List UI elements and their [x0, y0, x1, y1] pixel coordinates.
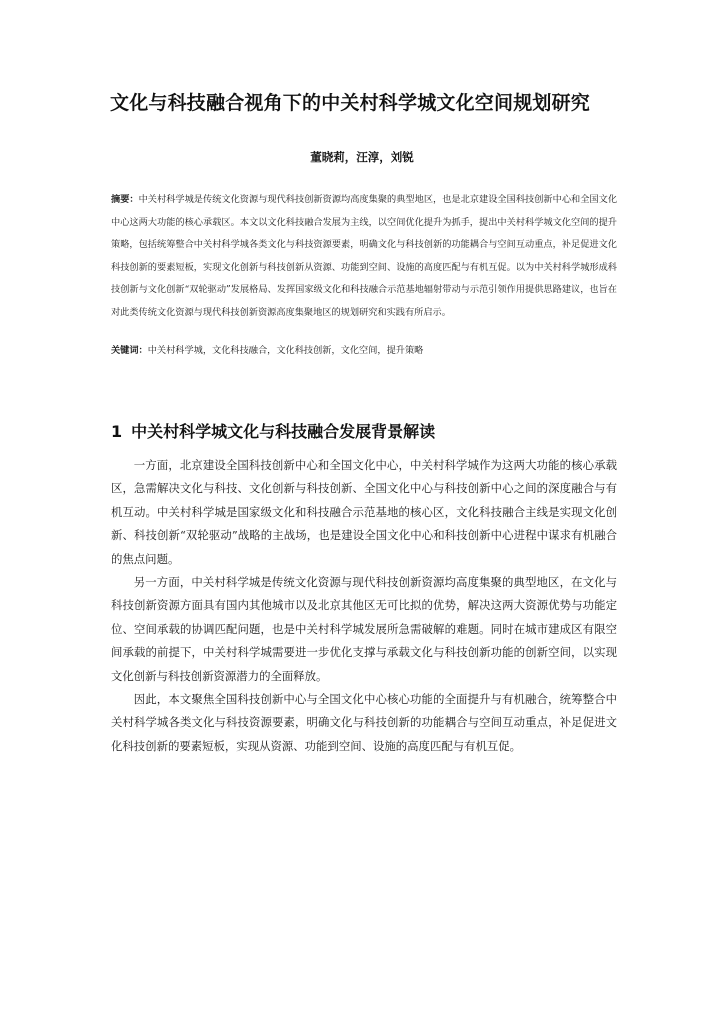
abstract-text: 中关村科学城是传统文化资源与现代科技创新资源均高度集聚的典型地区，也是北京建设全国科技创新中心和全国文化中心这两大功能的核心承载区。本文以文化科技融合发展为主线，以空间优化提升为抓手，提出中关村科学城文化空间的提升策略，包括统筹整合中关村科学城各类文化与科技资源要素，明确文化与科技创新的功能耦合与空间互动重点，补足促进文化科技创新的要素短板，实现文化创新与科技创新从资源、功能到空间、设施的高度匹配与有机互促。以为中关村科学城形成科技创新与文化创新“双轮驱动”发展格局、发挥国家级文化和科技融合示范基地辐射带动与示范引领作用提供思路建议，也旨在对此类传统文化资源与现代科技创新资源高度集聚地区的规划研究和实践有所启示。	[111, 194, 618, 318]
section-heading	[111, 421, 617, 443]
section-number: 1	[111, 422, 123, 441]
author-list: 董晓莉，汪淳，刘锐	[310, 150, 414, 164]
abstract-label: 摘要：	[111, 194, 139, 205]
section-title: 中关村科学城文化与科技融合发展背景解读	[131, 422, 436, 441]
body-paragraph: 另一方面，中关村科学城是传统文化资源与现代科技创新资源均高度集聚的典型地区，在文化与科技创新资源方面具有国内其他城市以及北京其他区无可比拟的优势，解决这两大资源优势与功能定位、空间承载的协调匹配问题，也是中关村科学城发展所急需破解的难题。同时在城市建成区有限空间承载的前提下，中关村科学城需要进一步优化支撑与承载文化与科技创新功能的创新空间，以实现文化创新与科技创新资源潜力的全面释放。	[111, 575, 617, 683]
abstract	[111, 189, 617, 324]
paper-title: 文化与科技融合视角下的中关村科学城文化空间规划研究	[110, 92, 591, 114]
keywords	[111, 343, 617, 359]
keywords-text: 中关村科学城，文化科技融合，文化科技创新，文化空间，提升策略	[147, 345, 424, 356]
keywords-label: 关键词：	[111, 345, 148, 356]
body-paragraph: 因此，本文聚焦全国科技创新中心与全国文化中心核心功能的全面提升与有机融合，统筹整合中关村科学城各类文化与科技资源要素，明确文化与科技创新的功能耦合与空间互动重点，补足促进文化科技创新的要素短板，实现从资源、功能到空间、设施的高度匹配与有机互促。	[111, 692, 617, 753]
body-paragraph: 一方面，北京建设全国科技创新中心和全国文化中心，中关村科学城作为这两大功能的核心承载区，急需解决文化与科技、文化创新与科技创新、全国文化中心与科技创新中心之间的深度融合与有机互动。中关村科学城是国家级文化和科技融合示范基地的核心区，文化科技融合主线是实现文化创新、科技创新“双轮驱动”战略的主战场，也是建设全国文化中心和科技创新中心进程中谋求有机融合的焦点问题。	[111, 458, 617, 566]
section-body	[111, 454, 617, 758]
